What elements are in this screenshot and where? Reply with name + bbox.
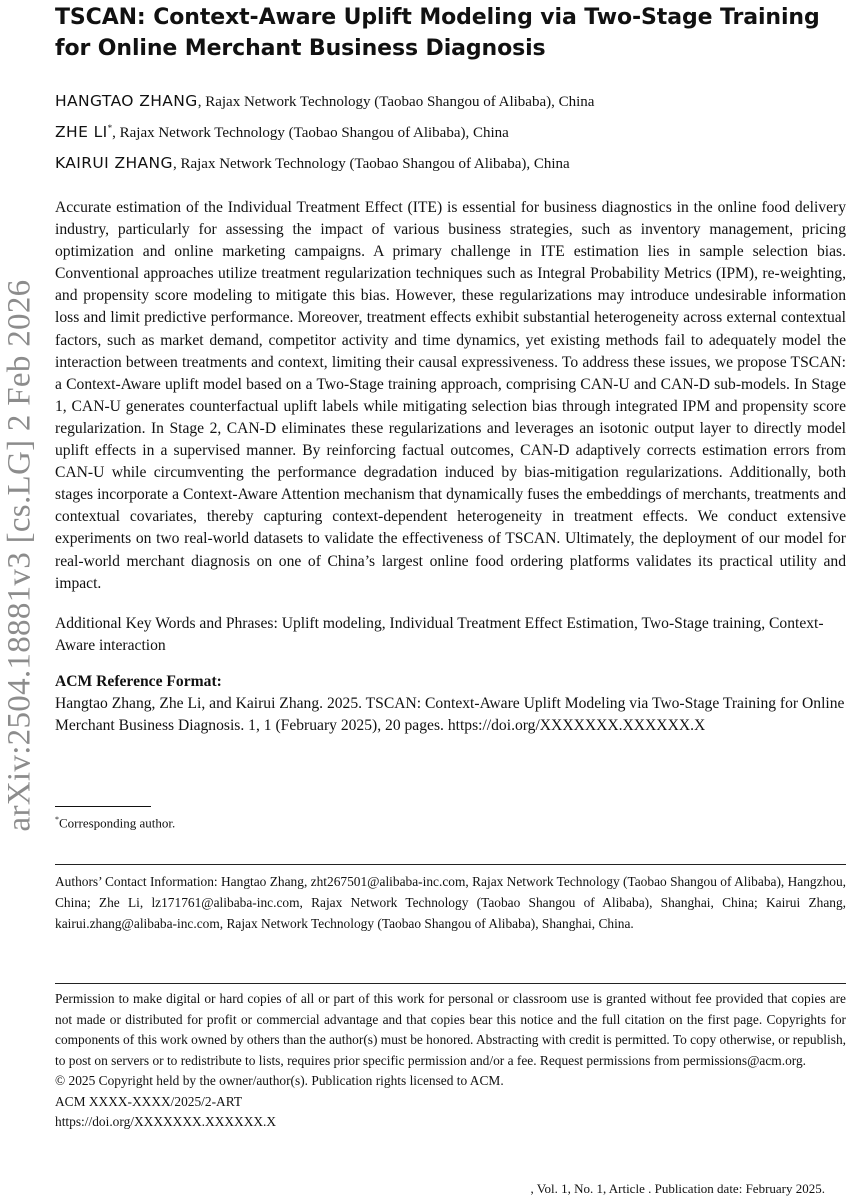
author-list bbox=[55, 84, 846, 177]
paper-title: TSCAN: Context-Aware Uplift Modeling via Two-Stage Training for Online Merchant Business Diagnosis bbox=[55, 5, 820, 61]
acm-number: ACM XXXX-XXXX/2025/2-ART bbox=[55, 1093, 243, 1109]
permission-divider bbox=[55, 983, 846, 984]
doi-link[interactable]: https://doi.org/XXXXXXX.XXXXXX.X bbox=[55, 1114, 277, 1129]
author-name: KAIRUI ZHANG bbox=[55, 154, 173, 172]
footnote-divider bbox=[55, 806, 151, 807]
author-name: HANGTAO ZHANG bbox=[55, 92, 198, 110]
author-marker: * bbox=[107, 123, 113, 133]
author-affiliation: , Rajax Network Technology (Taobao Shangou of Alibaba), China bbox=[112, 125, 509, 141]
acm-reference-text: Hangtao Zhang, Zhe Li, and Kairui Zhang. 2025. TSCAN: Context-Aware Uplift Modeling via Two-Stage Training for Online Merchant Business Diagnosis. 1, 1 (February 2025), 20 pages. https://doi.org/XXXXXXX.XXXXXX.X bbox=[55, 694, 845, 734]
footnote-text: Corresponding author. bbox=[59, 815, 176, 831]
keywords: Additional Key Words and Phrases: Uplift modeling, Individual Treatment Effect Estimation, Two-Stage training, Context-Aware interaction bbox=[55, 614, 824, 654]
acm-reference-heading: ACM Reference Format: bbox=[55, 672, 222, 690]
permission-notice bbox=[55, 989, 846, 1133]
paper-header bbox=[55, 0, 846, 737]
abstract: Accurate estimation of the Individual Treatment Effect (ITE) is essential for business diagnostics in the online food delivery industry, particularly for assessing the impact of various business strategies, such as inventory management, pricing optimization and online marketing campaigns. A primary challenge in ITE estimation lies in sample selection bias. Conventional approaches utilize treatment regularization techniques such as Integral Probability Metrics (IPM), re-weighting, and propensity score modeling to mitigate this bias. However, these regularizations may introduce undesirable information loss and limit predictive performance. Moreover, treatment effects exhibit substantial heterogeneity across external contextual factors, such as market demand, competitor activity and time dynamics, yet existing methods fail to adequately model the interaction between treatments and context, limiting their causal expressiveness. To address these issues, we propose TSCAN: a Context-Aware uplift model based on a Two-Stage training approach, comprising CAN-U and CAN-D sub-models. In Stage 1, CAN-U generates counterfactual uplift labels while mitigating selection bias through integrated IPM and propensity score regularization. In Stage 2, CAN-D eliminates these regularizations and leverages an isotonic output layer to directly model uplift effects in a supervised manner. By reinforcing factual outcomes, CAN-D adaptively corrects estimation errors from CAN-U while circumventing the performance degradation induced by bias-mitigation regularizations. Additionally, both stages incorporate a Context-Aware Attention mechanism that dynamically fuses the embeddings of merchants, treatments and contextual covariates, thereby capturing context-dependent heterogeneity in treatment effects. We conduct extensive experiments on two real-world datasets to validate the effectiveness of TSCAN. Ultimately, the deployment of our model for real-world merchant diagnosis on one of China’s largest online food ordering platforms validates its practical utility and impact. bbox=[55, 199, 846, 592]
authors-contact-information: Authors’ Contact Information: Hangtao Zhang, zht267501@alibaba-inc.com, Rajax Network Technology (Taobao Shangou of Alibaba), Hangzhou, China; Zhe Li, lz171761@alibaba-inc.com, Rajax Network Technology (Taobao Shangou of Alibaba), Shanghai, China; Kairui Zhang, kairui.zhang@alibaba-inc.com, Rajax Network Technology (Taobao Shangou of Alibaba), Shanghai, China. bbox=[55, 874, 846, 931]
arxiv-identifier-text: arXiv:2504.18881v3 [cs.LG] 2 Feb 2026 bbox=[1, 279, 38, 831]
acm-reference-format bbox=[55, 671, 846, 737]
author-affiliation: , Rajax Network Technology (Taobao Shangou of Alibaba), China bbox=[197, 94, 595, 110]
author-affiliation: , Rajax Network Technology (Taobao Shangou of Alibaba), China bbox=[172, 156, 570, 172]
author-line bbox=[55, 146, 846, 177]
page-footer: , Vol. 1, No. 1, Article . Publication date: February 2025. bbox=[530, 1181, 825, 1196]
footnote-marker: * bbox=[55, 815, 59, 824]
author-name: ZHE LI bbox=[55, 123, 108, 141]
contact-divider bbox=[55, 864, 846, 865]
corresponding-author-footnote bbox=[55, 815, 175, 831]
copyright-line: © 2025 Copyright held by the owner/author(s). Publication rights licensed to ACM. bbox=[55, 1073, 504, 1088]
permission-text: Permission to make digital or hard copies of all or part of this work for personal or classroom use is granted without fee provided that copies are not made or distributed for profit or commercial advantage and that copies bear this notice and the full citation on the first page. Copyrights for components of this work owned by others than the author(s) must be honored. Abstracting with credit is permitted. To copy otherwise, or republish, to post on servers or to redistribute to lists, requires prior specific permission and/or a fee. Request permissions from permissions@acm.org. bbox=[55, 991, 846, 1068]
author-line bbox=[55, 84, 846, 115]
arxiv-identifier-stamp bbox=[2, 210, 38, 900]
author-line bbox=[55, 115, 846, 146]
